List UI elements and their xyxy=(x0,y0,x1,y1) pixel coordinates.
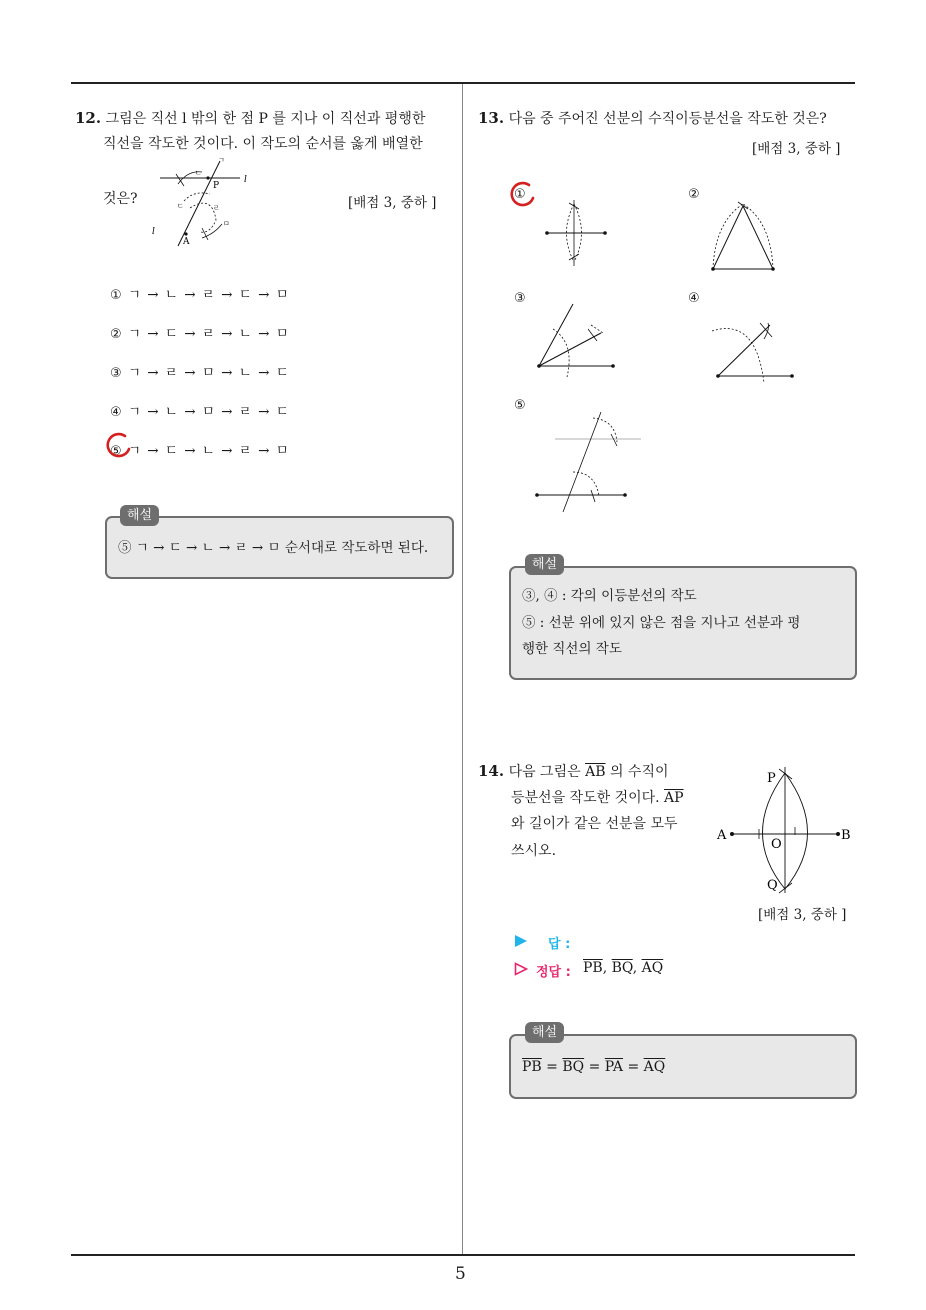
q13-line1: 다음 중 주어진 선분의 수직이등분선을 작도한 것은? xyxy=(508,111,827,127)
q13-figure-1 xyxy=(543,198,613,268)
q14-fig-label-Q: Q xyxy=(767,878,778,893)
q13-explanation-tab: 해설 xyxy=(525,554,564,575)
q12-fig-label-da: ㄷ xyxy=(177,202,184,210)
column-divider xyxy=(462,84,463,1254)
q12-selection-circle xyxy=(103,431,133,461)
q12-option-3[interactable] xyxy=(110,361,290,381)
q14-fig-label-P: P xyxy=(767,771,776,786)
q12-option-5[interactable] xyxy=(110,439,290,459)
q14-exp-eq-1: = xyxy=(546,1059,558,1075)
page-number: 5 xyxy=(455,1264,466,1284)
q12-option-5-text: ㄱ → ㄷ → ㄴ → ㄹ → ㅁ xyxy=(127,443,290,459)
q13-figure-2 xyxy=(709,198,779,278)
q14-seg-ap: $\overline{AP}$ xyxy=(664,790,684,806)
q13-score: [배점 3, 중하 ] xyxy=(752,141,841,157)
q13-choice-2-label[interactable]: ② xyxy=(688,187,700,202)
q14-line1-b: 의 수직이 xyxy=(605,764,669,780)
q13-figure-4 xyxy=(708,315,808,385)
q13-explanation-line2: ⑤ : 선분 위에 있지 않은 점을 지나고 선분과 평 xyxy=(522,615,801,631)
q12-fig-label-ra: ㄹ xyxy=(213,204,220,212)
q13-selection-circle xyxy=(507,180,537,210)
q14-exp-seg-4: $\overline{AQ}$ xyxy=(643,1059,666,1075)
q12-option-5-num: ⑤ xyxy=(110,444,123,459)
q14-correct-seg-3: $\overline{AQ}$ xyxy=(641,960,664,976)
q12-option-2-num: ② xyxy=(110,327,123,342)
q12-option-2[interactable] xyxy=(110,322,290,342)
q14-exp-seg-2: $\overline{BQ}$ xyxy=(562,1059,585,1075)
bottom-rule xyxy=(71,1254,855,1256)
q14-line4: 쓰시오. xyxy=(511,843,557,859)
q14-correct-seg-2: $\overline{BQ}$ xyxy=(611,960,633,976)
q12-option-1-text: ㄱ → ㄴ → ㄹ → ㄷ → ㅁ xyxy=(127,287,290,303)
q14-correct-seg-1: $\overline{PB}$ xyxy=(583,960,603,976)
q14-number: 14. xyxy=(478,762,505,780)
q14-line2 xyxy=(511,785,684,811)
q13-figure-3 xyxy=(531,299,621,379)
q14-exp-seg-1: $\overline{PB}$ xyxy=(522,1059,542,1075)
q13-choice-4-label[interactable]: ④ xyxy=(688,291,700,306)
q14-line2-a: 등분선을 작도한 것이다. xyxy=(511,790,665,806)
q12-figure xyxy=(150,156,260,246)
q12-explanation-text: ⑤ ㄱ → ㄷ → ㄴ → ㄹ → ㅁ 순서대로 작도하면 된다. xyxy=(118,540,429,556)
q14-exp-eq-3: = xyxy=(627,1059,640,1075)
q12-fig-label-P: P xyxy=(213,181,220,191)
q12-score: [배점 3, 중하 ] xyxy=(348,195,437,211)
q12-explanation-tab: 해설 xyxy=(120,505,159,526)
q12-fig-label-na: ㄴ xyxy=(195,169,202,177)
q13-number: 13. xyxy=(478,109,505,127)
q12-option-1-num: ① xyxy=(110,288,123,303)
q12-option-1[interactable] xyxy=(110,283,290,303)
q13-explanation-line1: ③, ④ : 각의 이등분선의 작도 xyxy=(522,588,697,604)
q12-option-3-text: ㄱ → ㄹ → ㅁ → ㄴ → ㄷ xyxy=(127,365,290,381)
q12-fig-label-A: A xyxy=(183,237,190,247)
q12-number: 12. xyxy=(75,109,102,127)
q13-explanation-line3: 행한 직선의 작도 xyxy=(522,641,622,657)
top-rule xyxy=(71,82,855,84)
correct-arrow-icon xyxy=(514,962,528,976)
q12-text xyxy=(75,105,425,132)
q14-figure xyxy=(710,765,860,895)
q14-explanation-equation xyxy=(522,1054,665,1080)
q14-correct-answer: $\overline{PB}$, $\overline{BQ}$, $\overline{AQ}$ xyxy=(583,960,664,976)
q12-option-4-text: ㄱ → ㄴ → ㅁ → ㄹ → ㄷ xyxy=(127,404,290,420)
q12-fig-label-ga: ㄱ xyxy=(218,156,225,164)
q12-fig-label-l-left: l xyxy=(152,227,155,237)
q13-choice-1-label[interactable]: ① xyxy=(514,187,526,202)
q12-option-3-num: ③ xyxy=(110,366,123,381)
q14-fig-label-A: A xyxy=(717,828,727,843)
q14-answer-label: 답 : xyxy=(548,937,571,952)
q12-fig-label-l-right: l xyxy=(244,175,247,185)
q14-fig-label-O: O xyxy=(771,837,782,852)
q12-line2: 직선을 작도한 것이다. 이 작도의 순서를 옳게 배열한 xyxy=(103,136,423,152)
q12-option-2-text: ㄱ → ㄷ → ㄹ → ㄴ → ㅁ xyxy=(127,326,290,342)
q13-text xyxy=(478,105,827,132)
q14-fig-label-B: B xyxy=(841,828,851,843)
q12-line1: 그림은 직선 l 밖의 한 점 P 를 지나 이 직선과 평행한 xyxy=(105,111,426,127)
q14-line1-a: 다음 그림은 xyxy=(508,764,586,780)
q14-seg-ab: $\overline{AB}$ xyxy=(585,764,606,780)
answer-play-icon xyxy=(514,934,528,948)
q12-option-4-num: ④ xyxy=(110,405,123,420)
q13-choice-5-label[interactable]: ⑤ xyxy=(514,398,526,413)
q12-line3: 것은? xyxy=(103,191,138,207)
q14-exp-eq-2: = xyxy=(588,1059,601,1075)
q13-figure-5 xyxy=(533,408,643,513)
q12-fig-label-ma: ㅁ xyxy=(223,220,230,228)
q14-explanation-tab: 해설 xyxy=(525,1022,564,1043)
q14-line1 xyxy=(478,758,669,785)
q14-line3: 와 길이가 같은 선분을 모두 xyxy=(511,816,678,832)
q14-correct-label: 정답 : xyxy=(536,965,571,980)
q14-score: [배점 3, 중하 ] xyxy=(758,907,847,923)
q12-option-4[interactable] xyxy=(110,400,290,420)
q14-exp-seg-3: $\overline{PA}$ xyxy=(604,1059,624,1075)
q13-choice-3-label[interactable]: ③ xyxy=(514,291,526,306)
